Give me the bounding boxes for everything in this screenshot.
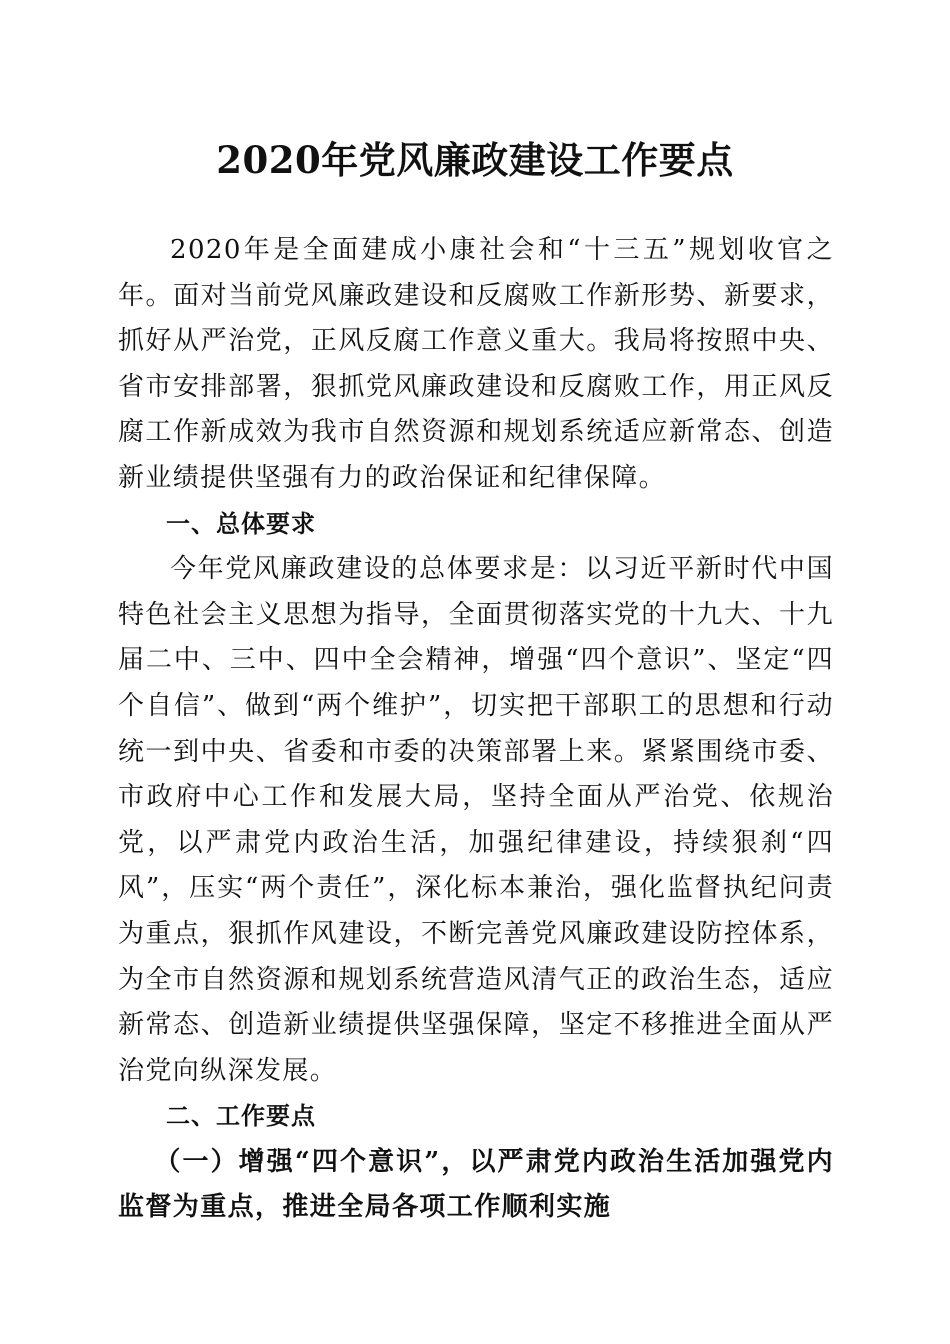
work-point-1-heading: （一）增强“四个意识”，以严肃党内政治生活加强党内监督为重点，推进全局各项工作顺利实施 xyxy=(118,1146,834,1223)
document-title: 2020年党风廉政建设工作要点 xyxy=(216,138,734,182)
section-heading-work-points: 二、工作要点 xyxy=(166,1102,316,1131)
overall-requirements-paragraph: 今年党风廉政建设的总体要求是：以习近平新时代中国特色社会主义思想为指导，全面贯彻落实党的十九大、十九届二中、三中、四中全会精神，增强“四个意识”、坚定“四个自信”、做到“两个维护”，切实把干部职工的思想和行动统一到中央、省委和市委的决策部署上来。紧紧围绕市委、市政府中心工作和发展大局，坚持全面从严治党、依规治党，以严肃党内政治生活，加强纪律建设，持续狠刹“四风”，压实“两个责任”，深化标本兼治，强化监督执纪问责为重点，狠抓作风建设，不断完善党风廉政建设防控体系，为全市自然资源和规划系统营造风清气正的政治生态，适应新常态、创造新业绩提供坚强保障，坚定不移推进全面从严治党向纵深发展。 xyxy=(118,554,834,1086)
intro-paragraph: 2020年是全面建成小康社会和“十三五”规划收官之年。面对当前党风廉政建设和反腐败工作新形势、新要求，抓好从严治党，正风反腐工作意义重大。我局将按照中央、省市安排部署，狠抓党风廉政建设和反腐败工作，用正风反腐工作新成效为我市自然资源和规划系统适应新常态、创造新业绩提供坚强有力的政治保证和纪律保障。 xyxy=(118,235,834,493)
document-body xyxy=(118,228,834,1231)
section-heading-overall-requirements: 一、总体要求 xyxy=(166,509,316,538)
